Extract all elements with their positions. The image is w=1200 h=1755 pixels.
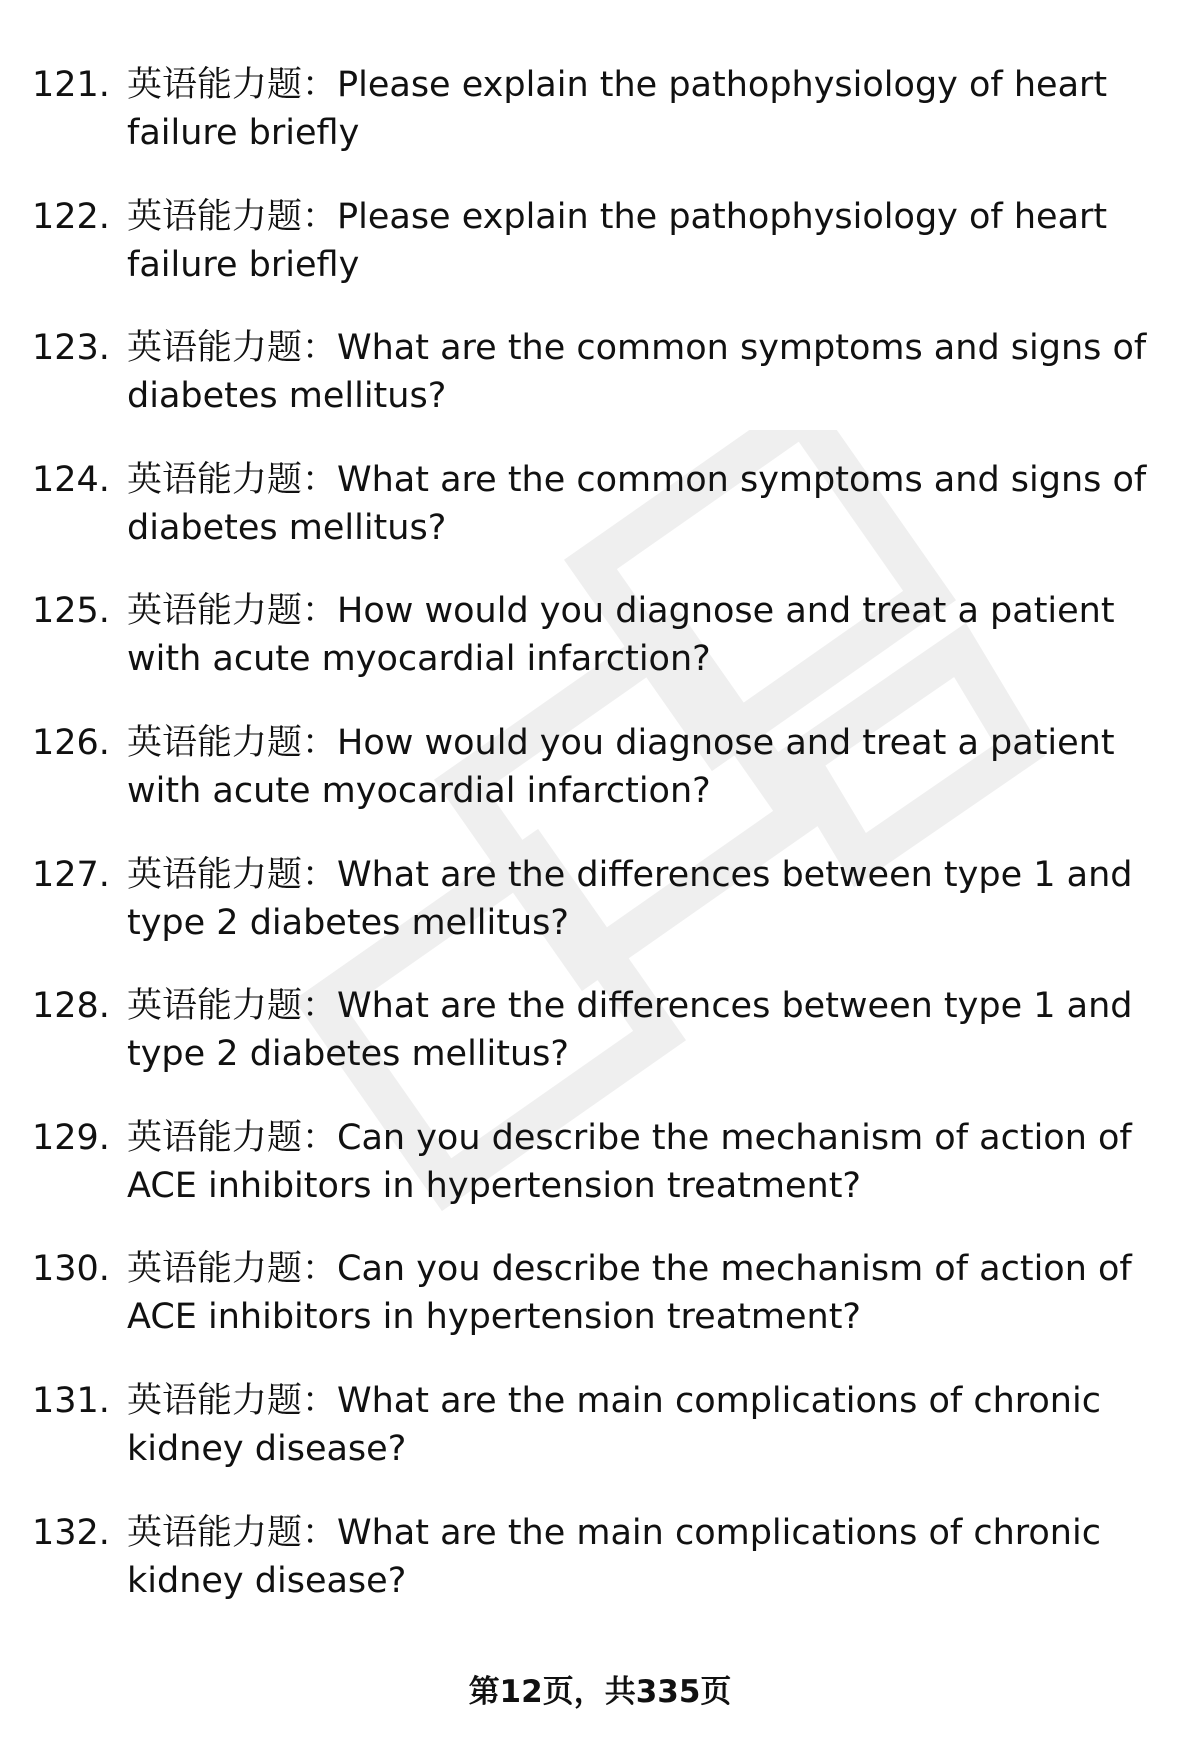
question-item — [32, 1377, 1172, 1509]
question-text — [127, 1377, 1172, 1473]
question-number: 123. — [32, 328, 110, 369]
question-item — [32, 456, 1172, 588]
question-prefix: 英语能力题： — [127, 1249, 338, 1290]
question-prefix: 英语能力题： — [127, 854, 338, 895]
question-text — [127, 456, 1172, 552]
question-body: Can you describe the mechanism of action of ACE inhibitors in hypertension treatment? — [127, 1117, 1132, 1206]
question-body: How would you diagnose and treat a patient with acute myocardial infarction? — [127, 591, 1115, 680]
question-prefix: 英语能力题： — [127, 1117, 338, 1158]
question-number: 122. — [32, 196, 110, 237]
question-text — [127, 1509, 1172, 1605]
question-item — [32, 193, 1172, 325]
question-item — [32, 1509, 1172, 1641]
question-prefix: 英语能力题： — [127, 1512, 338, 1553]
question-item — [32, 851, 1172, 983]
question-prefix: 英语能力题： — [127, 722, 338, 763]
question-number: 128. — [32, 986, 110, 1027]
question-prefix: 英语能力题： — [127, 1380, 338, 1421]
question-text — [127, 193, 1172, 289]
question-text — [127, 61, 1172, 157]
question-body: What are the common symptoms and signs of diabetes mellitus? — [127, 459, 1147, 548]
question-text — [127, 719, 1172, 815]
question-item — [32, 324, 1172, 456]
question-text — [127, 324, 1172, 420]
question-list — [32, 61, 1172, 1640]
question-body: What are the differences between type 1 and type 2 diabetes mellitus? — [127, 986, 1133, 1075]
question-body: What are the main complications of chronic kidney disease? — [127, 1380, 1101, 1469]
question-prefix: 英语能力题： — [127, 459, 338, 500]
question-body: What are the differences between type 1 and type 2 diabetes mellitus? — [127, 854, 1133, 943]
question-prefix: 英语能力题： — [127, 986, 338, 1027]
question-item — [32, 1245, 1172, 1377]
question-text — [127, 851, 1172, 947]
question-item — [32, 61, 1172, 193]
question-body: What are the main complications of chronic kidney disease? — [127, 1512, 1101, 1601]
question-text — [127, 587, 1172, 683]
question-text — [127, 982, 1172, 1078]
question-number: 129. — [32, 1117, 110, 1158]
question-item — [32, 587, 1172, 719]
question-number: 131. — [32, 1380, 110, 1421]
question-prefix: 英语能力题： — [127, 65, 338, 105]
question-body: What are the common symptoms and signs of diabetes mellitus? — [127, 328, 1147, 417]
page-footer: 第12页，共335页 — [468, 1674, 732, 1710]
question-text — [127, 1245, 1172, 1341]
question-body: How would you diagnose and treat a patient with acute myocardial infarction? — [127, 722, 1115, 811]
question-number: 124. — [32, 459, 110, 500]
question-number: 130. — [32, 1249, 110, 1290]
question-number: 126. — [32, 722, 110, 763]
question-number: 127. — [32, 854, 110, 895]
question-item — [32, 719, 1172, 851]
question-item — [32, 982, 1172, 1114]
question-text — [127, 1114, 1172, 1210]
question-prefix: 英语能力题： — [127, 591, 338, 632]
question-body: Can you describe the mechanism of action of ACE inhibitors in hypertension treatment? — [127, 1249, 1132, 1338]
question-body: Please explain the pathophysiology of heart failure briefly — [127, 196, 1108, 285]
question-number: 125. — [32, 591, 110, 632]
question-number: 132. — [32, 1512, 110, 1553]
question-prefix: 英语能力题： — [127, 196, 338, 237]
question-body: Please explain the pathophysiology of heart failure briefly — [127, 65, 1108, 153]
question-item — [32, 1114, 1172, 1246]
question-number: 121. — [32, 65, 110, 105]
question-prefix: 英语能力题： — [127, 328, 338, 369]
